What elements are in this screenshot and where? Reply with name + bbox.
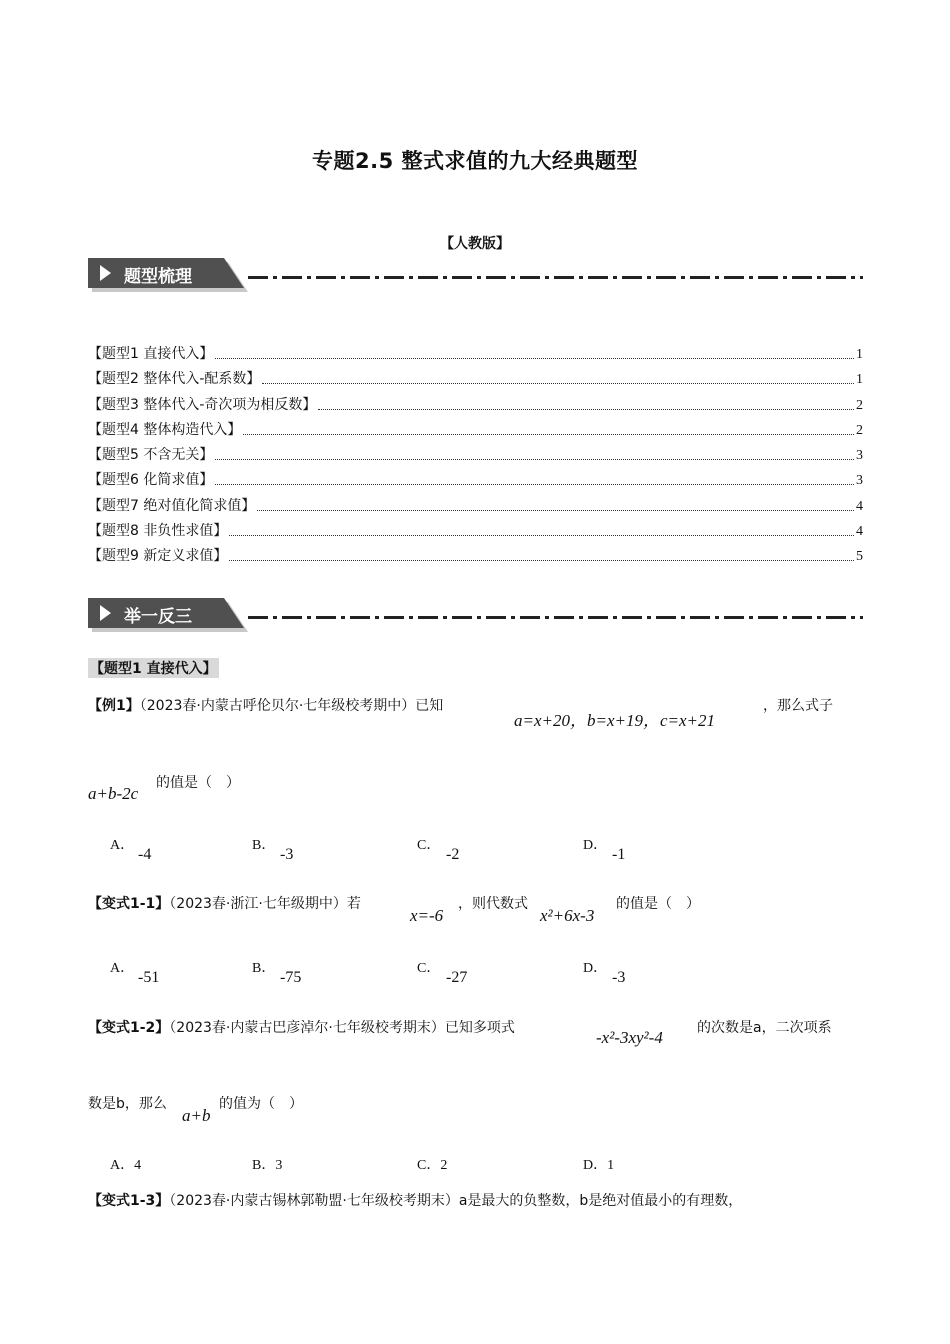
option-letter[interactable]: C． (417, 961, 441, 976)
formula: a+b (182, 1106, 211, 1125)
toc-item[interactable]: 【题型8 非负性求值】 4 (88, 523, 863, 539)
option-value[interactable]: -1 (612, 846, 626, 863)
option-value[interactable]: -4 (138, 846, 152, 863)
formula: a+b-2c (88, 784, 139, 803)
banner-label: 题型梳理 (124, 267, 192, 287)
question-stem: 【变式1-3】（2023春·内蒙古锡林郭勒盟·七年级校考期末）a是最大的负整数，b是绝对值最小的有理数， (88, 1193, 743, 1209)
page-title: 专题2.5 整式求值的九大经典题型 (311, 149, 638, 173)
option-letter[interactable]: D． (583, 838, 608, 853)
toc-item[interactable]: 【题型2 整体代入-配系数】 1 (88, 371, 863, 387)
section-banner-overview (88, 258, 863, 294)
question-stem: 【例1】（2023春·内蒙古呼伦贝尔·七年级校考期中）已知 (88, 698, 444, 714)
option-d[interactable]: D．1 (583, 1158, 615, 1173)
dash-divider (248, 276, 863, 279)
option-value[interactable]: -2 (446, 846, 460, 863)
option-value[interactable]: -3 (280, 846, 294, 863)
toc-item[interactable]: 【题型9 新定义求值】 5 (88, 548, 863, 564)
option-b[interactable]: B．3 (252, 1158, 283, 1173)
option-value[interactable]: -75 (280, 969, 302, 986)
toc-item[interactable]: 【题型3 整体代入-奇次项为相反数】 2 (88, 397, 863, 413)
toc-item[interactable]: 【题型6 化简求值】 3 (88, 472, 863, 488)
question-text: 的值是（ ） (156, 775, 240, 791)
option-a[interactable]: A．4 (110, 1158, 142, 1173)
section-banner-examples (88, 598, 863, 634)
edition-label: 【人教版】 (440, 236, 510, 252)
question-text: 的次数是a，二次项系 (697, 1020, 832, 1036)
formula: x²+6x-3 (540, 906, 595, 925)
play-triangle-icon (100, 605, 111, 621)
option-letter[interactable]: C． (417, 838, 441, 853)
toc-item[interactable]: 【题型7 绝对值化简求值】 4 (88, 498, 863, 514)
question-text: 的值是（ ） (616, 896, 700, 912)
dash-divider (248, 616, 863, 619)
toc-item[interactable]: 【题型4 整体构造代入】 2 (88, 422, 863, 438)
formula: -x²-3xy²-4 (596, 1028, 663, 1047)
option-letter[interactable]: A． (110, 961, 135, 976)
option-letter[interactable]: D． (583, 961, 608, 976)
section-heading: 【题型1 直接代入】 (88, 658, 219, 678)
toc-item[interactable]: 【题型5 不含无关】 3 (88, 447, 863, 463)
option-letter[interactable]: B． (252, 961, 276, 976)
question-stem: 【变式1-2】（2023春·内蒙古巴彦淖尔·七年级校考期末）已知多项式 (88, 1020, 515, 1036)
option-c[interactable]: C．2 (417, 1158, 448, 1173)
option-letter[interactable]: A． (110, 838, 135, 853)
option-value[interactable]: -51 (138, 969, 160, 986)
question-text: 数是b，那么 (88, 1096, 167, 1112)
question-text: 的值为（ ） (219, 1096, 303, 1112)
toc-item[interactable]: 【题型1 直接代入】 1 (88, 346, 863, 362)
option-value[interactable]: -27 (446, 969, 468, 986)
question-text: ，则代数式 (458, 896, 528, 912)
option-value[interactable]: -3 (612, 969, 626, 986)
question-stem: 【变式1-1】（2023春·浙江·七年级期中）若 (88, 896, 361, 912)
formula: x=-6 (410, 906, 444, 925)
question-text: ，那么式子 (763, 698, 833, 714)
play-triangle-icon (100, 265, 111, 281)
formula: a=x+20，b=x+19，c=x+21 (514, 711, 716, 730)
banner-label: 举一反三 (124, 607, 192, 627)
option-letter[interactable]: B． (252, 838, 276, 853)
